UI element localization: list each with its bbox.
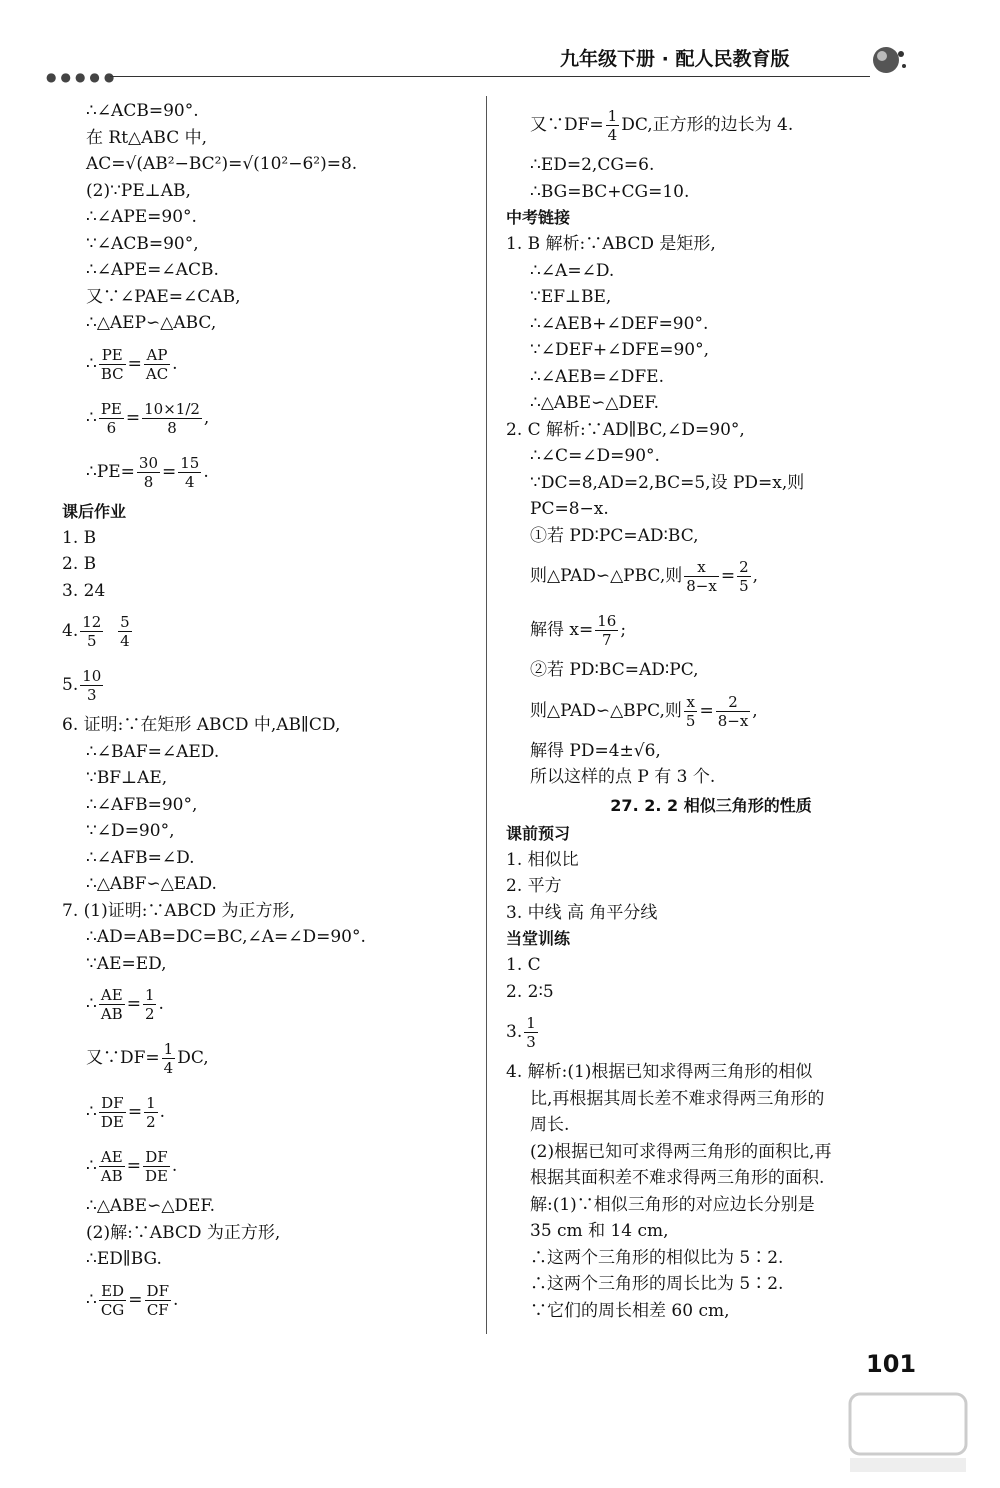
line-text: 所以这样的点 P 有 3 个. [530,767,716,787]
line-text: 解:(1)∵相似三角形的对应边长分别是 [530,1194,815,1215]
solution-line [62,284,472,311]
fraction-numerator: 30 [138,453,159,472]
solution-line [506,764,916,791]
math-text: . [158,994,164,1014]
line-text: ∴BG=BC+CG=10. [530,181,690,202]
subsection-title: 27. 2. 2 相似三角形的性质 [610,795,812,815]
solution-line [62,391,472,445]
fraction-denominator: AB [100,1005,123,1023]
solution-line [62,845,472,872]
line-text: ∵DC=8,AD=2,BC=5,设 PD=x,则 [530,472,805,493]
solution-line [62,871,472,898]
line-text: (2)解:∵ABCD 为正方形, [86,1222,281,1243]
line-text: ∴∠AFB=90°, [86,794,198,815]
fraction-denominator: 8 [167,418,177,437]
fraction [99,1148,125,1185]
fraction-denominator: 4 [120,632,130,650]
line-text: 2. C 解析:∵AD∥BC,∠D=90°, [506,419,745,440]
fraction [80,667,103,704]
line-text: ∴∠AEB+∠DEF=90°. [530,313,709,334]
line-text: ②若 PD∶BC=AD∶PC, [530,660,699,680]
section-heading: 当堂训练 [506,929,571,948]
line-text: 35 cm 和 14 cm, [530,1221,669,1241]
solution-line [62,977,472,1031]
solution-line [506,390,916,417]
fraction-denominator: CG [100,1300,125,1319]
fraction-numerator: 15 [180,453,200,472]
math-text: DC,正方形的边长为 4. [621,115,794,135]
solution-line [62,765,472,792]
solution-line [62,445,472,499]
line-text: 1. 相似比 [506,849,579,870]
fraction [99,400,124,437]
line-text: ∴∠APE=∠ACB. [86,260,219,280]
line-text: 6. 证明:∵在矩形 ABCD 中,AB∥CD, [62,715,341,735]
fraction-numerator: 16 [597,612,617,630]
math-text: . [203,461,209,482]
fraction-numerator: 12 [82,613,102,631]
fraction-denominator: 8−x [717,711,749,730]
line-text: ∴AD=AB=DC=BC,∠A=∠D=90°. [86,927,366,947]
line-text: ∴ [86,994,97,1014]
solution-line [506,523,916,550]
math-text: = [162,461,177,482]
fraction-numerator: DF [146,1281,169,1300]
solution-line [62,898,472,925]
fraction-numerator: 10×1/2 [144,399,200,418]
solution-line [62,525,472,552]
solution-line [62,337,472,391]
fraction [144,1094,158,1131]
solution-line [62,1246,472,1273]
solution-line [62,712,472,739]
line-text: ∴ [86,1289,97,1310]
line-text: 则△PAD∽△BPC,则 [530,700,682,721]
solution-line [506,364,916,391]
line-text: ∴ED∥BG. [86,1249,162,1269]
solution-line [62,178,472,205]
solution-line [62,951,472,978]
section-heading: 课后作业 [62,501,127,521]
fraction [99,1282,126,1319]
fraction-numerator: PE [99,346,126,365]
fraction-numerator: x [684,693,698,712]
fraction [80,613,103,650]
solution-line [62,310,472,337]
fraction [99,986,125,1023]
solution-line [506,311,916,338]
fraction [684,558,719,595]
fraction-denominator: 2 [144,1005,155,1023]
line-text: ∵∠D=90°, [86,821,175,841]
fraction-numerator: AE [99,986,125,1005]
solution-line [506,549,916,603]
fraction-denominator: 2 [146,1113,156,1131]
fraction-numerator: DF [143,1148,170,1167]
solution-line [62,1031,472,1085]
fraction [737,558,751,595]
solution-line [62,604,472,658]
line-text: ∴ [86,353,97,374]
solution-line [506,417,916,444]
line-text: ∴ [86,1102,97,1122]
fraction [99,346,126,383]
line-text: ∴∠APE=90°. [86,207,197,227]
math-text: . [159,1102,166,1122]
solution-line [506,1298,916,1325]
line-text: PC=8−x. [530,499,609,519]
fraction-denominator: DE [100,1113,124,1131]
fraction-numerator: 1 [146,1094,156,1112]
line-text: 3. 中线 高 角平分线 [506,902,658,923]
math-text: , [203,407,210,428]
solution-line [62,125,472,152]
fraction-numerator: 2 [739,558,749,576]
line-text: ∴ED=2,CG=6. [530,155,655,175]
fraction [595,612,618,649]
solution-line [62,257,472,284]
solution-line [506,738,916,765]
fraction-denominator: 5 [87,632,97,650]
fraction-denominator: 8−x [686,577,717,595]
solution-line [506,1271,916,1298]
solution-line [506,284,916,311]
fraction [142,400,202,437]
solution-line [506,657,916,684]
solution-line [506,847,916,874]
solution-line [506,873,916,900]
solution-line [506,952,916,979]
fraction-denominator: 5 [739,577,749,595]
solution-line [506,979,916,1006]
fraction [178,454,201,491]
page-header-title: 九年级下册 · 配人民教育版 [560,48,790,70]
fraction-numerator: ED [99,1282,126,1301]
math-text: = [720,566,736,586]
fraction-numerator: 1 [526,1014,536,1032]
line-text: 2. B [62,554,97,574]
solution-line [506,443,916,470]
math-text: = [125,407,141,428]
header-dots: ●●●●● [46,70,119,84]
math-text: = [699,700,714,721]
solution-line [506,496,916,523]
line-text: 根据其面积差不难求得两三角形的面积. [530,1168,825,1188]
fraction-numerator: 1 [607,107,618,125]
line-text: ∵EF⊥BE, [530,287,612,307]
solution-line [506,1005,916,1059]
section-heading: 中考链接 [506,208,571,227]
fraction [99,1094,126,1131]
line-text: 解得 PD=4±√6, [530,740,661,761]
line-text: ∵AE=ED, [86,953,167,974]
fraction [144,346,170,383]
line-text: 1. B [62,527,97,548]
solution-line [506,179,916,206]
line-text: ∴PE= [86,461,135,482]
solution-line [506,470,916,497]
math-text: , [752,566,759,586]
fraction-numerator: 1 [144,986,155,1004]
line-text: ①若 PD∶PC=AD∶BC, [530,525,699,546]
solution-line [62,204,472,231]
line-text: 7. (1)证明:∵ABCD 为正方形, [62,900,295,921]
solution-line [506,337,916,364]
line-text: ∴∠A=∠D. [530,260,615,281]
line-text: (2)∵PE⊥AB, [86,180,191,201]
solution-line [506,98,916,152]
solution-line [62,818,472,845]
header-rule [110,76,870,77]
solution-line [506,900,916,927]
fraction-numerator: x [684,558,719,577]
solution-line [506,258,916,285]
solution-line [506,1165,916,1192]
line-text: 又∵DF= [86,1048,160,1068]
math-text [105,621,116,641]
fraction [143,1148,170,1185]
fraction-numerator: DF [99,1094,126,1113]
solution-line [506,152,916,179]
line-text: 又∵∠PAE=∠CAB, [86,286,241,307]
solution-line [62,1273,472,1327]
fraction [143,986,157,1023]
line-text: 解得 x= [530,620,594,640]
fraction-numerator: 2 [716,693,751,712]
line-text: 4. 解析:(1)根据已知求得两三角形的相似 [506,1062,813,1082]
header-logo-icon [868,42,908,76]
line-text: ∴ [86,407,97,428]
solution-line [506,684,916,738]
fraction [162,1040,176,1077]
fraction-denominator: 7 [602,631,612,649]
right-column [506,98,916,1324]
math-text: ; [620,620,627,640]
fraction-denominator: 4 [607,126,618,144]
math-text: . [172,1289,179,1310]
column-divider [486,96,487,1334]
solution-line [506,603,916,657]
line-text: AC=√(AB²−BC²)=√(10²−6²)=8. [86,154,358,174]
line-text: 3. 24 [62,580,106,601]
line-text: 周长. [530,1115,570,1135]
fraction [684,693,698,730]
fraction-denominator: 3 [526,1033,536,1051]
fraction-numerator: AP [144,346,170,365]
fraction-denominator: AC [145,364,169,383]
math-text: DC, [177,1048,209,1068]
line-text: 3. [506,1022,523,1042]
fraction-denominator: CF [146,1300,169,1319]
math-text: = [127,353,142,374]
fraction [145,1282,171,1319]
line-text: ∴∠BAF=∠AED. [86,741,220,762]
solution-line [506,1218,916,1245]
solution-line [506,1139,916,1166]
page-number: 101 [866,1350,917,1378]
fraction-numerator: 5 [120,613,130,631]
solution-line [62,151,472,178]
fraction-numerator: 10 [82,667,102,685]
solution-line [62,1085,472,1139]
section-heading: 课前预习 [506,823,571,843]
fraction-numerator: 1 [163,1040,174,1058]
line-text: 1. C [506,955,541,975]
math-text: = [127,1102,143,1122]
solution-line [62,658,472,712]
fraction-denominator: BC [100,364,124,383]
math-text: = [126,994,141,1014]
line-text: ∴△ABF∽△EAD. [86,874,217,894]
line-text: ∴∠C=∠D=90°. [530,446,660,466]
line-text: ∴△ABE∽△DEF. [530,393,659,413]
solution-line [506,231,916,258]
solution-line [62,578,472,605]
line-text: ∴∠AEB=∠DFE. [530,366,664,387]
fraction-denominator: 5 [685,711,696,730]
line-text: 比,再根据其周长差不难求得两三角形的 [530,1088,825,1109]
math-text: . [172,353,178,374]
fraction-denominator: 4 [185,472,195,491]
line-text: ∵∠ACB=90°, [86,233,199,254]
line-text: ∴∠AFB=∠D. [86,847,195,868]
solution-line [62,924,472,951]
solution-line [62,1139,472,1193]
fraction [137,454,160,491]
solution-line [506,1059,916,1086]
fraction-denominator: 3 [87,686,97,704]
line-text: 1. B 解析:∵ABCD 是矩形, [506,234,716,254]
solution-line [506,1112,916,1139]
fraction [606,107,620,144]
line-text: ∵∠DEF+∠DFE=90°, [530,340,709,360]
line-text: (2)根据已知可求得两三角形的面积比,再 [530,1141,832,1162]
fraction [524,1014,538,1051]
line-text: 在 Rt△ABC 中, [86,127,208,148]
fraction [118,613,132,650]
line-text: ∵它们的周长相差 60 cm, [530,1300,730,1321]
left-column [62,98,472,1327]
solution-line [506,1192,916,1219]
solution-line [62,792,472,819]
solution-line [506,1086,916,1113]
fraction-denominator: 6 [106,418,117,437]
line-text: 5. [62,675,79,695]
line-text: 又∵DF= [530,115,604,135]
math-text: = [128,1289,143,1310]
line-text: 2. 2∶5 [506,981,554,1002]
fraction-numerator: PE [100,399,122,418]
fraction [716,693,751,730]
line-text: ∴∠ACB=90°. [86,101,199,121]
solution-line [506,1245,916,1272]
line-text: ∴这两个三角形的周长比为 5∶2. [530,1274,784,1294]
fraction-denominator: 8 [143,472,154,491]
solution-line [62,231,472,258]
line-text: ∴△AEP∽△ABC, [86,313,217,333]
math-text: . [171,1156,178,1176]
fraction-denominator: 4 [163,1059,174,1077]
solution-line [62,551,472,578]
fraction-denominator: AB [100,1167,123,1185]
fraction-denominator: DE [144,1167,168,1185]
solution-line [62,98,472,125]
math-text: , [752,700,758,721]
line-text: ∴这两个三角形的相似比为 5∶2. [530,1247,784,1268]
line-text: ∵BF⊥AE, [86,768,168,788]
fraction-numerator: AE [99,1148,125,1167]
line-text: 4. [62,621,79,641]
solution-line [62,739,472,766]
line-text: ∴△ABE∽△DEF. [86,1196,215,1216]
line-text: ∴ [86,1156,97,1176]
solution-line [62,1220,472,1247]
watermark-logo-icon [842,1388,974,1478]
solution-line [62,1193,472,1220]
line-text: 则△PAD∽△PBC,则 [530,566,683,586]
math-text: = [126,1156,141,1176]
line-text: 2. 平方 [506,876,562,896]
